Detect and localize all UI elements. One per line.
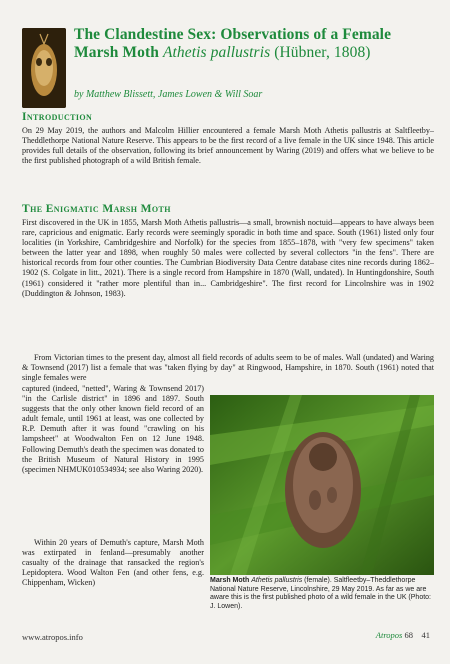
caption-common-name: Marsh Moth — [210, 577, 250, 584]
enigmatic-paragraph-2: From Victorian times to the present day, almost all field records of adults seem to be of males. Wall (undated) and Waring & Townsend (2017) list a female that was "taken flying by day" at Ringwood, Hampshire, in 1870. South (1961) noted that single females were — [22, 353, 434, 383]
moth-thumbnail-image — [22, 28, 66, 108]
article-authors: by Matthew Blissett, James Lowen & Will Soar — [74, 89, 263, 100]
enigmatic-paragraph-1: First discovered in the UK in 1855, Marsh Moth Athetis pallustris—a small, brownish noctuid—appears to have always been rare, capricious and enigmatic. Early records were seemingly sporadic in both time and space. South (1961) listed only four localities (in Yorkshire, Cambridgeshire and Norfolk) for the species from 1855–1878, with "very few specimens" taken between the latter year and 1898, when roughly 50 males were collected by several collectors "in the fens". There are historical records from four other counties. The Cumbrian Biodiversity Data Centre database cites nine records during 1862–1902 (S. Colgate in litt., 2021). There is a single record from Hampshire in 1870 (Wall, undated). In Huntingdonshire, South (1961) considered it "rather more plentiful than in... Cambridgeshire". The first record for Lincolnshire was in 1902 (Duddington & Johnson, 1983). — [22, 218, 434, 298]
article-title — [74, 26, 434, 62]
section-heading-enigmatic: The Enigmatic Marsh Moth — [22, 203, 171, 215]
title-species: Athetis pallustris — [162, 44, 271, 61]
caption-text: (female). Saltfleetby–Theddlethorpe National Nature Reserve, Lincolnshire, 29 May 2019. As far as we are aware this is the first published photo of a wild female in the UK (Photo: J. Lowen). — [210, 577, 432, 610]
section-heading-introduction: Introduction — [22, 111, 93, 123]
footer-issue: 68 — [404, 630, 413, 640]
enigmatic-paragraph-4: Within 20 years of Demuth's capture, Marsh Moth was extirpated in fenland—presumably another casualty of the drainage that ransacked the region's Lepidoptera. Wood Walton Fen (and other fens, e.g. Chippenham, Wicken) — [22, 538, 204, 588]
photo-caption — [210, 577, 434, 611]
footer-website: www.atropos.info — [22, 632, 83, 642]
footer-journal-info — [376, 630, 430, 640]
enigmatic-paragraph-3: captured (indeed, "netted", Waring & Townsend 2017) "in the Carlisle district" in 1896 and 1897. South suggests that the only other known field record of an adult female, until 1961 at least, was one collected by R.P. Demuth after it was found "crawling on his lampsheet" at Woodwalton Fen on 12 June 1948. Following Demuth's death the specimen was donated to the British Museum of Natural History in 1995 (specimen NHMUK010534934; see also Waring 2020). — [22, 384, 204, 474]
footer-page-number: 41 — [421, 630, 430, 640]
title-main: The Clandestine Sex: Observations of a Female Marsh Moth — [74, 26, 392, 61]
intro-paragraph: On 29 May 2019, the authors and Malcolm Hillier encountered a female Marsh Moth Athetis pallustris at Saltfleetby–Theddlethorpe National Nature Reserve. This appears to be the first record of a live female in the UK since 1948. This article provides full details of the observation, following its brief announcement by Waring (2019) and offers what we believe to be the first published photograph of a wild British female. — [22, 126, 434, 166]
marsh-moth-photo — [210, 395, 434, 575]
footer-journal-name: Atropos — [375, 630, 403, 640]
title-author-year: (Hübner, 1808) — [274, 44, 371, 61]
caption-species: Athetis pallustris — [251, 577, 303, 584]
